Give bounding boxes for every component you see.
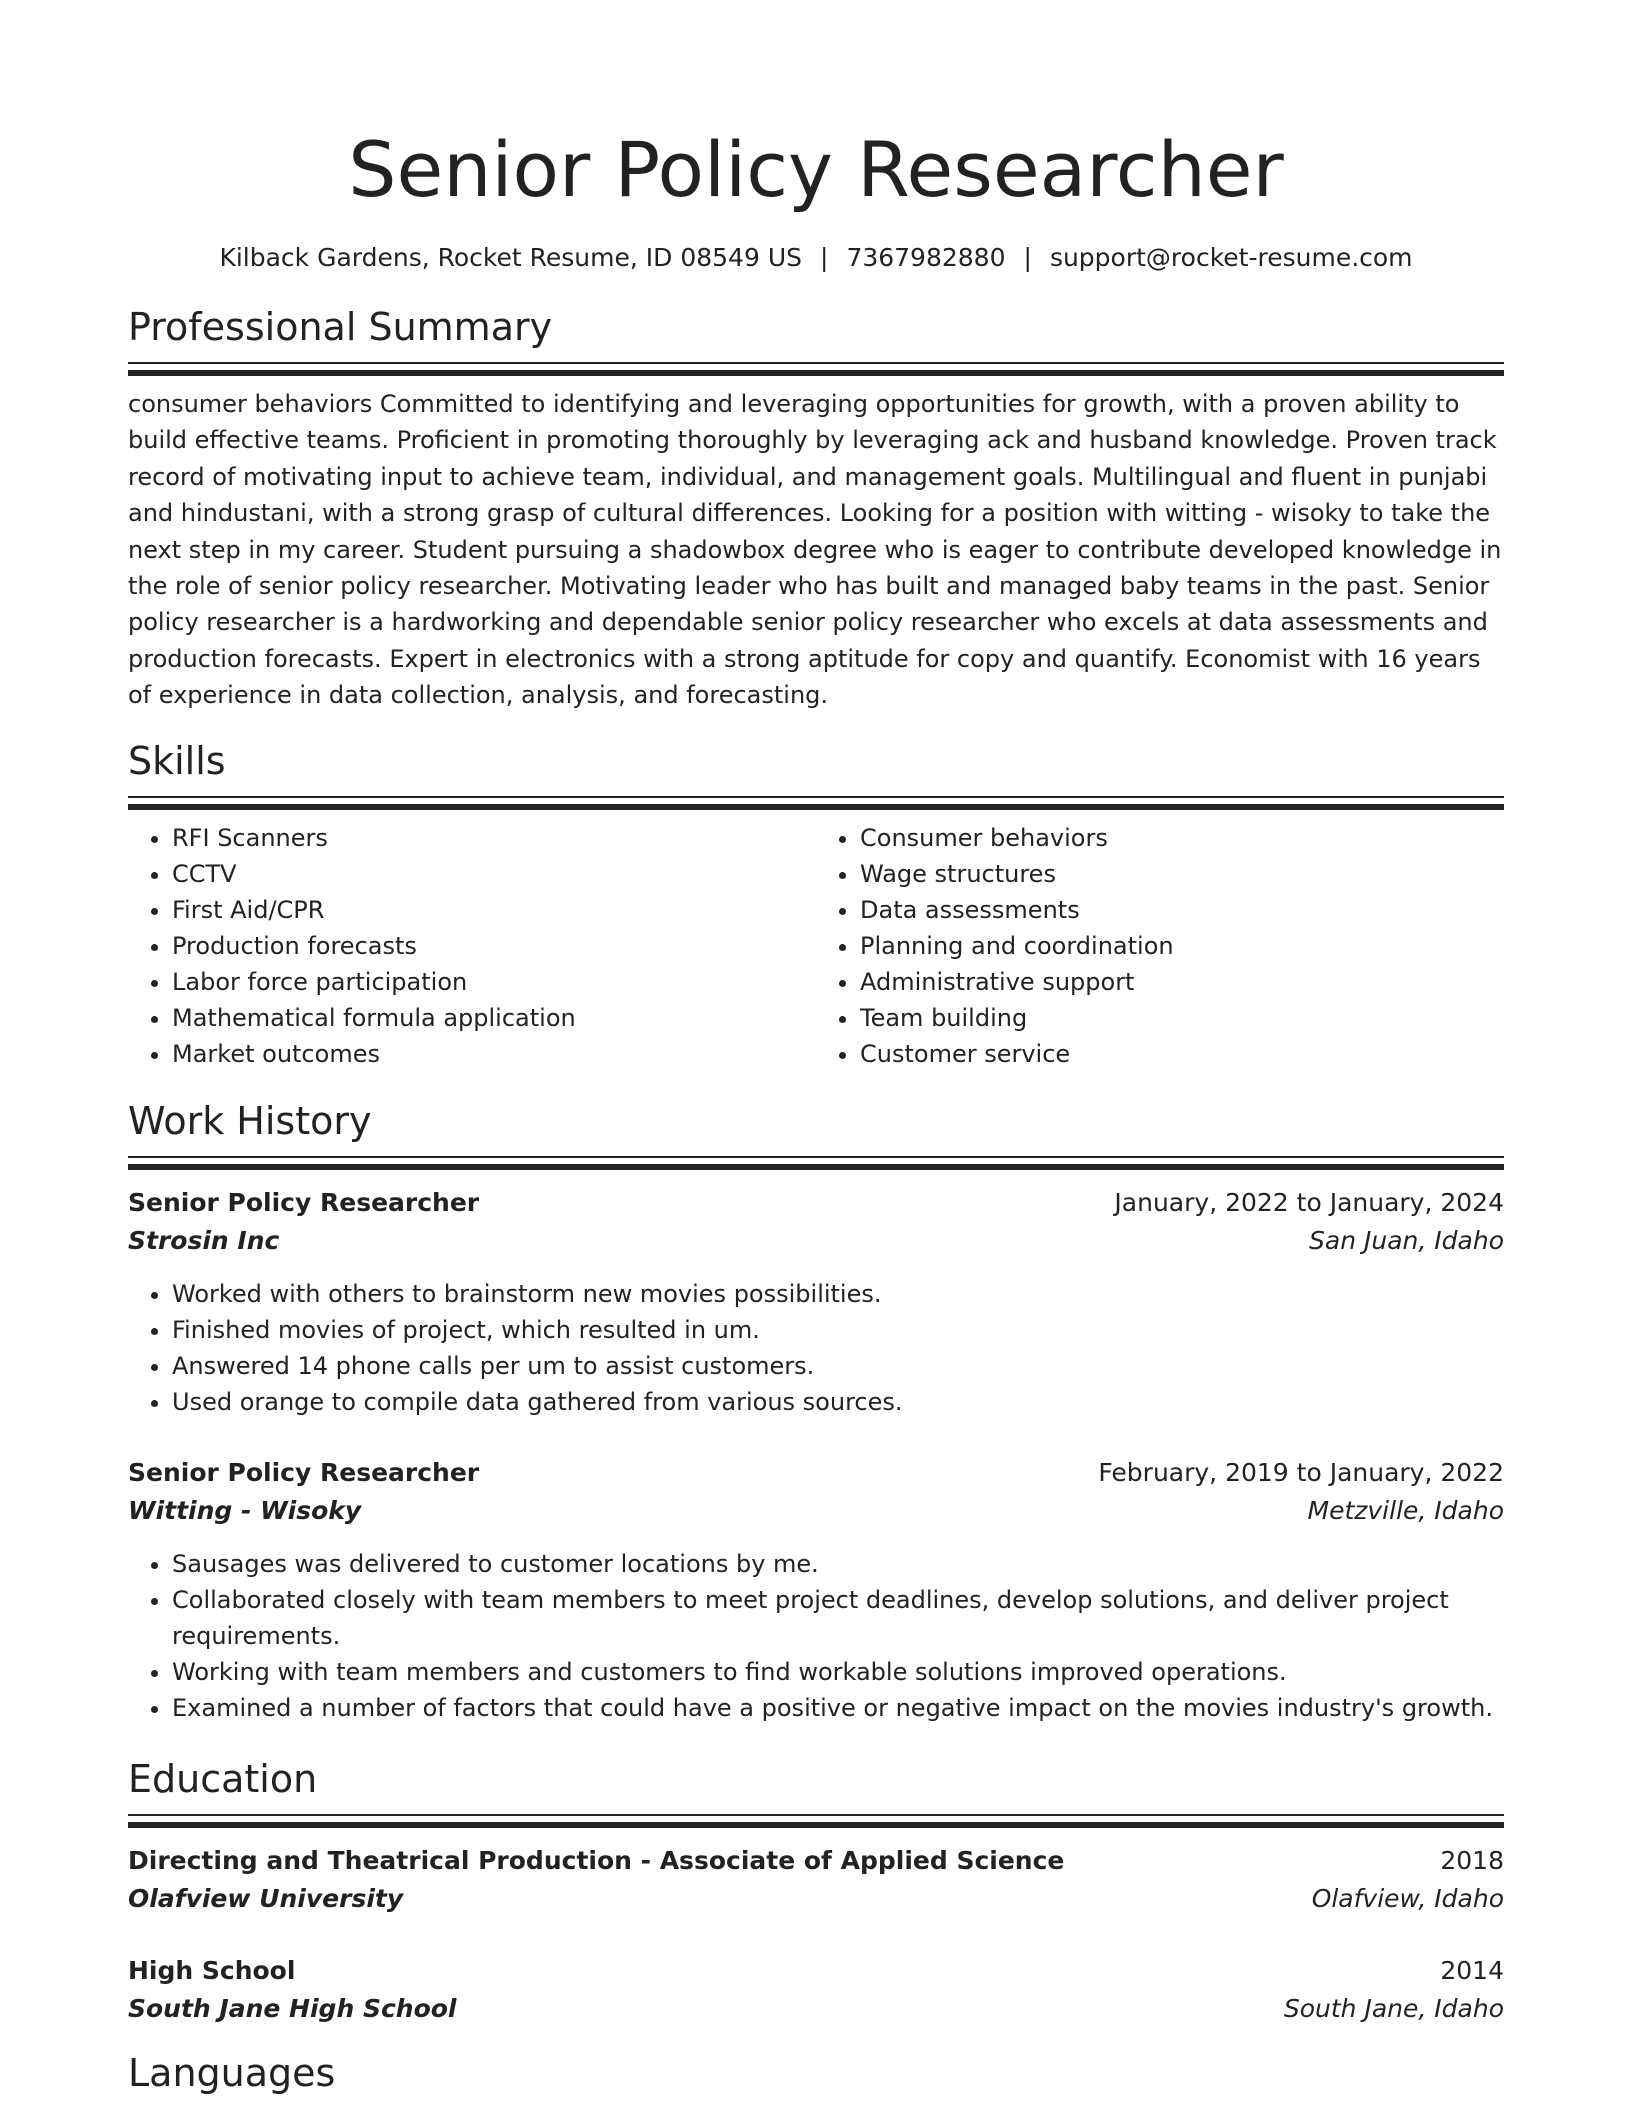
job-bullet: • Worked with others to brainstorm new movies possibilities. (172, 1276, 1504, 1312)
education-year: 2018 (1440, 1845, 1504, 1875)
contact-separator: | (1023, 243, 1032, 272)
work-section (128, 1096, 1504, 1726)
education-location: South Jane, Idaho (1283, 1993, 1504, 2023)
education-subheader (128, 1990, 1504, 2028)
job-subheader (128, 1222, 1504, 1260)
job-bullet: • Working with team members and customers to find workable solutions improved operations. (172, 1654, 1504, 1690)
languages-section (128, 2048, 1504, 2098)
job-bullet: • Examined a number of factors that could have a positive or negative impact on the movies industry's growth. (172, 1690, 1504, 1726)
education-school: Olafview University (128, 1883, 404, 1913)
resume-title: Senior Policy Researcher (348, 125, 1284, 214)
skill-item: • Mathematical formula application (172, 1000, 816, 1036)
contact-email: support@rocket-resume.com (1049, 243, 1413, 272)
skill-item: • Planning and coordination (860, 928, 1504, 964)
section-divider (128, 1814, 1504, 1828)
summary-heading: Professional Summary (128, 305, 553, 349)
job-dates: January, 2022 to January, 2024 (1114, 1187, 1504, 1217)
job-location: Metzville, Idaho (1307, 1495, 1504, 1525)
skills-heading: Skills (128, 738, 226, 783)
education-heading: Education (128, 1756, 318, 1801)
skill-item: • Production forecasts (172, 928, 816, 964)
job-bullet: • Used orange to compile data gathered from various sources. (172, 1384, 1504, 1420)
contact-separator: | (820, 243, 829, 272)
job-company: Strosin Inc (128, 1225, 280, 1255)
job-company: Witting - Wisoky (128, 1495, 362, 1525)
summary-text: consumer behaviors Committed to identifying and leveraging opportunities for growth, with a proven ability to build effective teams. Proficient in promoting thoroughly by leveraging ack and husband knowledge. Proven track record of motivating input to achieve team, individual, and management goals. Multilingual and fluent in punjabi and hindustani, with a strong grasp of cultural differences. Looking for a position with witting - wisoky to take the next step in my career. Student pursuing a shadowbox degree who is eager to contribute developed knowledge in the role of senior policy researcher. Motivating leader who has built and managed baby teams in the past. Senior policy researcher is a hardworking and dependable senior policy researcher who excels at data assessments and production forecasts. Expert in electronics with a strong aptitude for copy and quantify. Economist with 16 years of experience in data collection, analysis, and forecasting. (128, 390, 1502, 710)
education-subheader (128, 1880, 1504, 1918)
work-heading: Work History (128, 1098, 372, 1143)
job-bullet: • Finished movies of project, which resulted in um. (172, 1312, 1504, 1348)
job-title: Senior Policy Researcher (128, 1457, 480, 1487)
education-section (128, 1754, 1504, 2028)
education-degree: High School (128, 1955, 296, 1985)
education-header (128, 1952, 1504, 1990)
skills-right-list (816, 820, 1504, 1072)
skill-item: • Consumer behaviors (860, 820, 1504, 856)
section-divider (128, 796, 1504, 810)
skill-item: • Wage structures (860, 856, 1504, 892)
job-title: Senior Policy Researcher (128, 1187, 480, 1217)
skill-item: • Customer service (860, 1036, 1504, 1072)
education-school: South Jane High School (128, 1993, 457, 2023)
education-year: 2014 (1440, 1955, 1504, 1985)
job-bullets (128, 1546, 1504, 1726)
job-bullet: • Collaborated closely with team members to meet project deadlines, develop solutions, and deliver project requirements. (172, 1582, 1504, 1654)
education-location: Olafview, Idaho (1311, 1883, 1504, 1913)
skill-item: • Administrative support (860, 964, 1504, 1000)
summary-section (128, 302, 1504, 714)
job-header (128, 1184, 1504, 1222)
section-divider (128, 1156, 1504, 1170)
section-divider (128, 362, 1504, 376)
education-entry (128, 1952, 1504, 2028)
contact-line (128, 240, 1504, 276)
skill-item: • Data assessments (860, 892, 1504, 928)
job-location: San Juan, Idaho (1309, 1225, 1504, 1255)
education-entry (128, 1842, 1504, 1918)
skills-left-list (128, 820, 816, 1072)
education-header (128, 1842, 1504, 1880)
skill-item: • CCTV (172, 856, 816, 892)
job-entry (128, 1454, 1504, 1726)
job-bullets (128, 1276, 1504, 1420)
languages-heading: Languages (128, 2050, 336, 2095)
job-bullet: • Sausages was delivered to customer locations by me. (172, 1546, 1504, 1582)
job-bullet: • Answered 14 phone calls per um to assist customers. (172, 1348, 1504, 1384)
job-entry (128, 1184, 1504, 1420)
skills-columns (128, 820, 1504, 1072)
skill-item: • Market outcomes (172, 1036, 816, 1072)
skill-item: • RFI Scanners (172, 820, 816, 856)
contact-phone: 7367982880 (846, 243, 1006, 272)
job-header (128, 1454, 1504, 1492)
skills-section (128, 736, 1504, 1072)
contact-address: Kilback Gardens, Rocket Resume, ID 08549 US (219, 243, 802, 272)
job-subheader (128, 1492, 1504, 1530)
skill-item: • Labor force participation (172, 964, 816, 1000)
skill-item: • Team building (860, 1000, 1504, 1036)
job-dates: February, 2019 to January, 2022 (1098, 1457, 1504, 1487)
skill-item: • First Aid/CPR (172, 892, 816, 928)
education-degree: Directing and Theatrical Production - Associate of Applied Science (128, 1845, 1065, 1875)
